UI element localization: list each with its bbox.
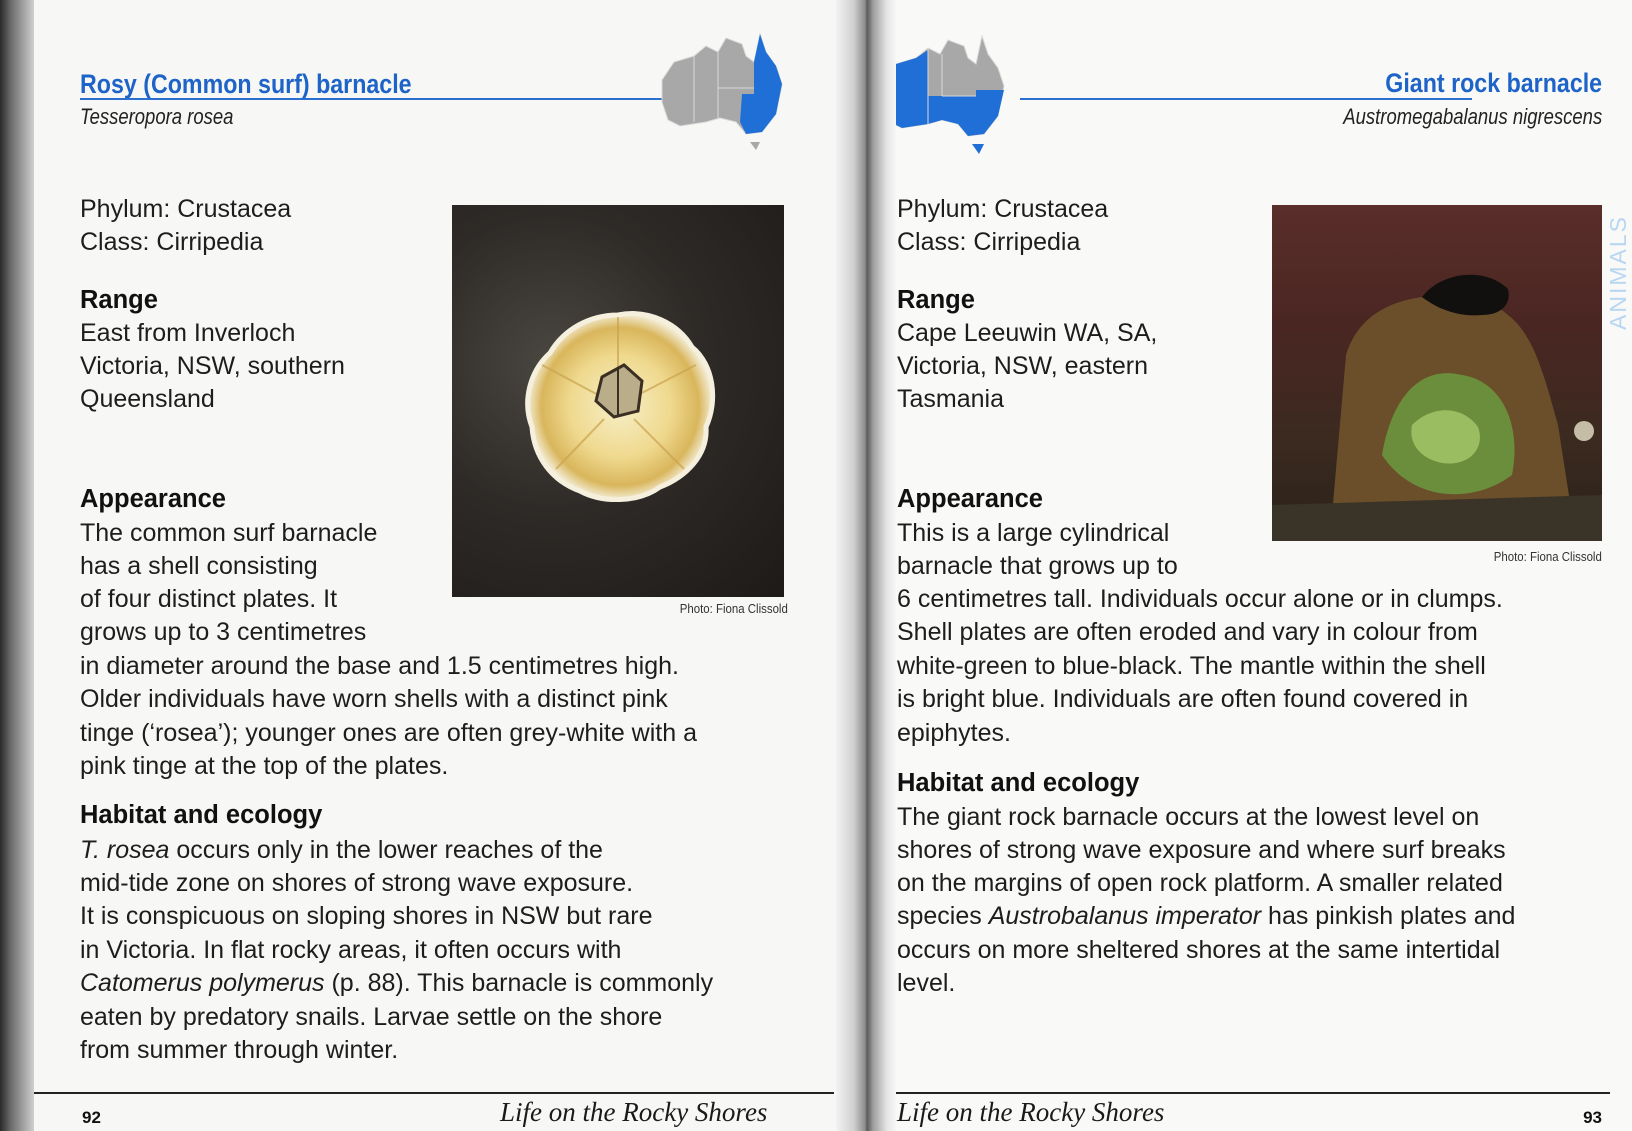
appearance-line-5: in diameter around the base and 1.5 centimetres high. [80,652,679,680]
habitat-line-4: species Austrobalanus imperator has pinkish plates and [897,902,1516,930]
species-title-left: Rosy (Common surf) barnacle [80,69,412,99]
right-page [870,0,1632,1131]
appearance-line-5: white-green to blue-black. The mantle within the shell [897,652,1486,680]
habitat-heading-right: Habitat and ecology [897,769,1140,797]
habitat-line-5: Catomerus polymerus (p. 88). This barnacle is commonly [80,969,714,997]
page-number-left: 92 [82,1108,101,1127]
appearance-line-6: Older individuals have worn shells with a distinct pink [80,685,668,713]
appearance-line-8: pink tinge at the top of the plates. [80,752,449,780]
map-tasmania [750,142,760,150]
habitat-line-2: mid-tide zone on shores of strong wave exposure. [80,869,634,897]
appearance-line-3: of four distinct plates. It [80,585,338,613]
habitat-line-1: T. rosea occurs only in the lower reaches of the [80,836,603,864]
page-number-right: 93 [1583,1108,1602,1127]
book-page-edges [0,0,36,1131]
species-italic: Austrobalanus imperator [988,902,1262,930]
appearance-line-1: The common surf barnacle [80,519,378,547]
australia-distribution-map-left [650,22,840,162]
australia-distribution-map-right [876,24,1036,164]
range-line-3: Tasmania [897,385,1004,413]
appearance-line-7: tinge (‘rosea’); younger ones are often grey-white with a [80,719,697,747]
appearance-line-6: is bright blue. Individuals are often found covered in [897,685,1469,713]
phylum-left: Phylum: Crustacea [80,195,292,223]
habitat-line-5: occurs on more sheltered shores at the same intertidal [897,936,1501,964]
class-left: Class: Cirripedia [80,228,264,256]
habitat-line-6: eaten by predatory snails. Larvae settle on the shore [80,1003,663,1031]
appearance-line-4: Shell plates are often eroded and vary in colour from [897,618,1478,646]
running-title-right: Life on the Rocky Shores [897,1097,1165,1127]
habitat-line-3: on the margins of open rock platform. A smaller related [897,869,1503,897]
habitat-line-4: in Victoria. In flat rocky areas, it often occurs with [80,936,622,964]
appearance-heading-right: Appearance [897,485,1043,513]
photo-credit-right: Photo: Fiona Clissold [1493,549,1602,564]
appearance-line-2: has a shell consisting [80,552,318,580]
habitat-line-7: from summer through winter. [80,1036,399,1064]
species-italic: T. rosea [80,836,170,864]
range-heading-right: Range [897,286,975,314]
appearance-line-4: grows up to 3 centimetres [80,618,367,646]
barnacle-photo-left [452,205,784,597]
habitat-line-3: It is conspicuous on sloping shores in NSW but rare [80,902,653,930]
phylum-right: Phylum: Crustacea [897,195,1109,223]
range-line-1: East from Inverloch [80,319,296,347]
section-tab-animals: ANIMALS [1605,215,1631,330]
left-page [34,0,854,1131]
running-title-left: Life on the Rocky Shores [500,1097,768,1127]
rosy-barnacle-image [452,205,784,597]
species-title-right: Giant rock barnacle [1385,68,1602,98]
range-heading-left: Range [80,286,158,314]
appearance-line-3: 6 centimetres tall. Individuals occur alone or in clumps. [897,585,1503,613]
book-spine [836,0,896,1131]
appearance-line-2: barnacle that grows up to [897,552,1178,580]
species-italic: Catomerus polymerus [80,969,325,997]
map-tasmania [972,144,984,154]
barnacle-photo-right [1272,205,1602,541]
class-right: Class: Cirripedia [897,228,1081,256]
map-south-east-highlight [928,90,1004,136]
range-line-2: Victoria, NSW, eastern [897,352,1149,380]
footer-rule-right [870,1092,1610,1094]
range-line-1: Cape Leeuwin WA, SA, [897,319,1158,347]
range-line-2: Victoria, NSW, southern [80,352,345,380]
range-line-3: Queensland [80,385,215,413]
scientific-name-right: Austromegabalanus nigrescens [1343,104,1602,129]
appearance-line-1: This is a large cylindrical [897,519,1170,547]
appearance-heading-left: Appearance [80,485,226,513]
habitat-heading-left: Habitat and ecology [80,801,323,829]
giant-barnacle-image [1272,205,1602,541]
habitat-line-2: shores of strong wave exposure and where surf breaks [897,836,1506,864]
appearance-line-7: epiphytes. [897,719,1011,747]
habitat-line-6: level. [897,969,956,997]
footer-rule-left [34,1092,834,1094]
scientific-name-left: Tesseropora rosea [80,104,234,129]
habitat-line-1: The giant rock barnacle occurs at the lowest level on [897,803,1480,831]
photo-credit-left: Photo: Fiona Clissold [679,601,788,616]
